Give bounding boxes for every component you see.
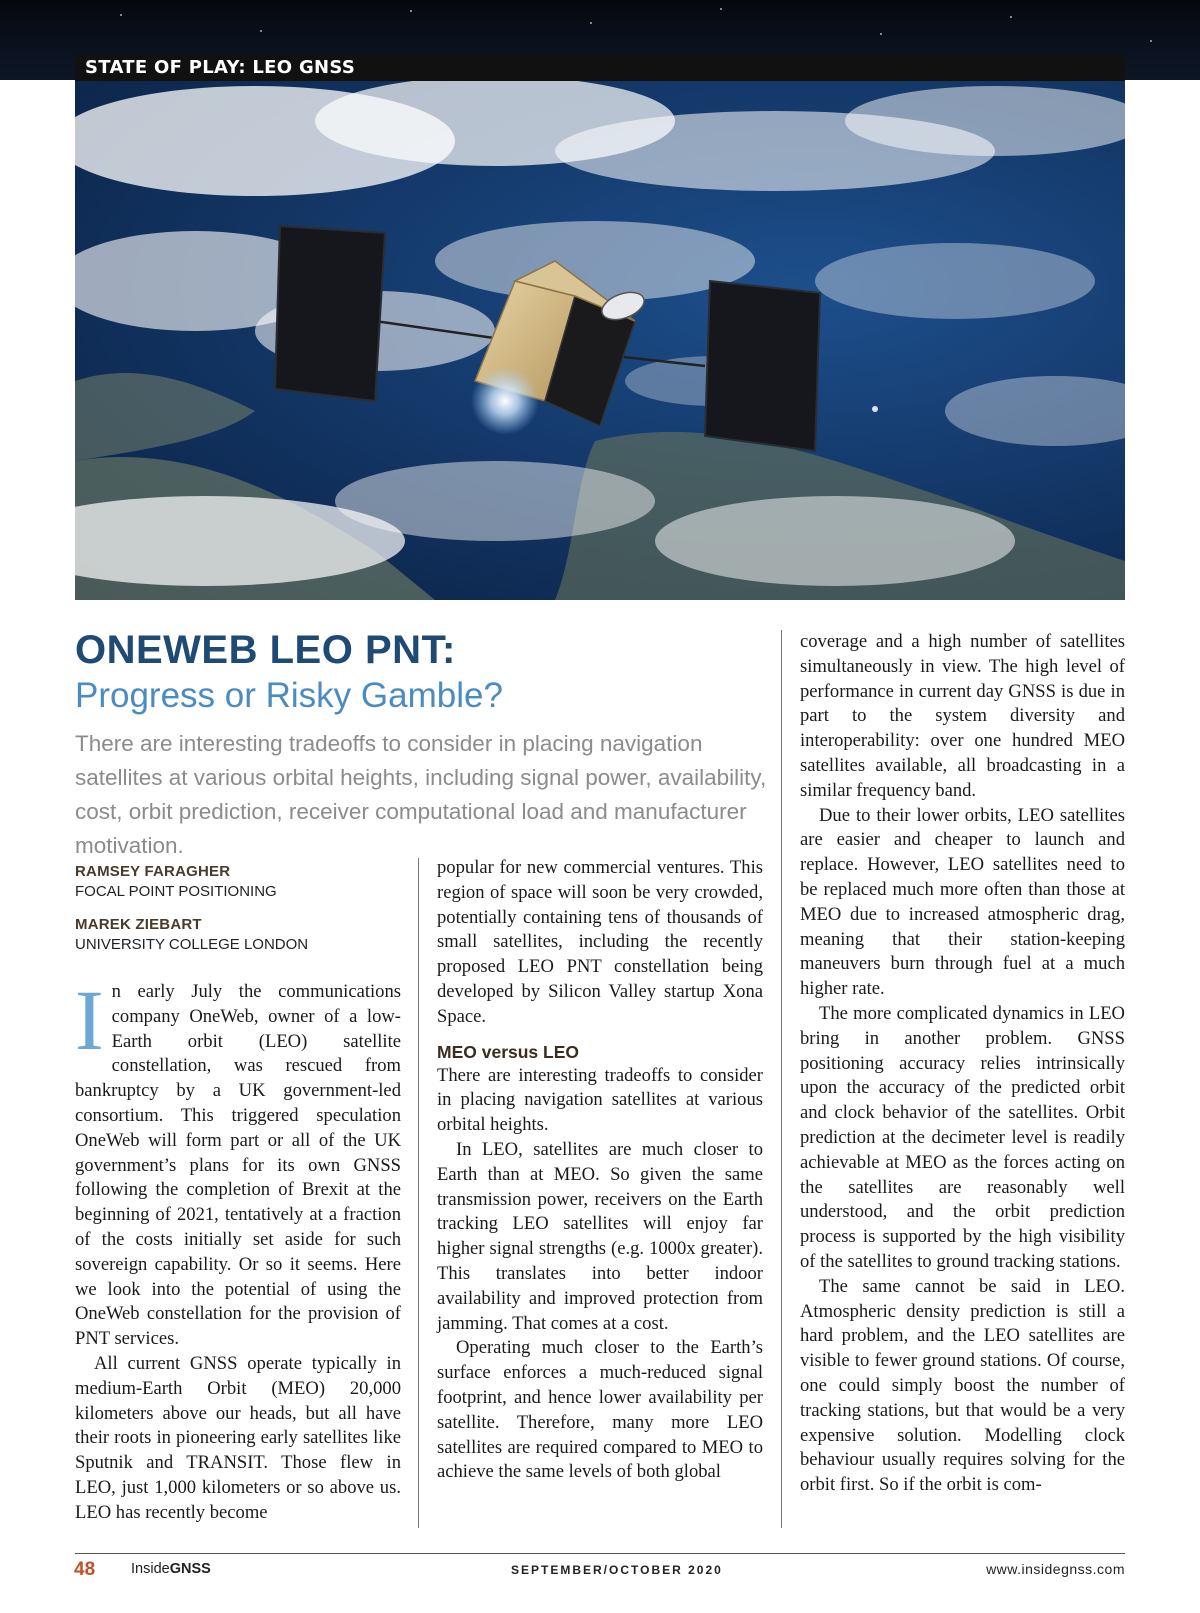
paragraph: Due to their lower orbits, LEO satellites are easier and cheaper to launch and replace. However, LEO satellites need to be replaced much more often than those at MEO due to increased atmospheric drag, meaning that their station-keeping maneuvers burn through fuel at a much higher rate. — [800, 804, 1125, 1000]
section-header — [75, 54, 1125, 81]
author-1 — [75, 862, 277, 902]
paragraph: Operating much closer to the Earth’s surface enforces a much-reduced signal footprint, and hence lower availability per satellite. Therefore, many more LEO satellites are required compared to MEO to achieve the same levels of both global — [437, 1337, 763, 1483]
footer-divider — [75, 1553, 1125, 1554]
author-affiliation: FOCAL POINT POSITIONING — [75, 883, 277, 900]
body-column-1 — [75, 972, 401, 1526]
paragraph: In LEO, satellites are much closer to Earth than at MEO. So given the same transmission power, receivers on the Earth tracking LEO satellites will enjoy far higher signal strengths (e.g. 1000x greater). This translates into better indoor availability and improved protection from jamming. That comes at a cost. — [437, 1138, 763, 1334]
website-url: www.insidegnss.com — [986, 1561, 1125, 1577]
page-number: 48 — [74, 1559, 96, 1580]
author-affiliation: UNIVERSITY COLLEGE LONDON — [75, 936, 309, 953]
publication-name: InsideGNSS — [131, 1561, 211, 1577]
author-name: MAREK ZIEBART — [75, 916, 202, 933]
satellite-image — [75, 81, 1125, 600]
paragraph: The same cannot be said in LEO. Atmospheric density prediction is still a hard problem, and the LEO satellites are visible to fewer ground stations. Of course, one could simply boost the number of tracking stations, but that would be a very expensive solution. Modelling clock behaviour usually requires solving for the orbit first. So if the orbit is com- — [800, 1275, 1125, 1496]
article-subtitle: Progress or Risky Gamble? — [75, 676, 503, 715]
body-column-2 — [437, 856, 763, 1485]
author-2 — [75, 915, 308, 955]
paragraph: The more complicated dynamics in LEO bring in another problem. GNSS positioning accuracy relies intrinsically upon the accuracy of the predicted orbit and clock behavior of the satellites. Orbit prediction at the decimeter level is readily achievable at MEO as the forces acting on the satellites are reasonably well understood, and the orbit prediction process is supported by the high visibility of the satellites to ground tracking stations. — [800, 1002, 1125, 1272]
paragraph: In early July the communications company OneWeb, owner of a low-Earth orbit (LEO) satellite constellation, was rescued from bankruptcy by a UK government-led consortium. This triggered speculation OneWeb will form part or all of the UK government’s plans for its own GNSS following the completion of Brexit at the beginning of 2021, tentatively at a fraction of the costs initially set aside for such sovereign capability. Or so it seems. Here we look into the potential of using the OneWeb constellation for the provision of PNT services. — [75, 972, 401, 1350]
author-name: RAMSEY FARAGHER — [75, 863, 231, 880]
issue-date: SEPTEMBER/OCTOBER 2020 — [511, 1563, 723, 1577]
drop-cap: I — [75, 972, 104, 1068]
column-divider — [418, 858, 419, 1528]
section-label: STATE OF PLAY: — [85, 57, 246, 78]
column-divider — [781, 630, 782, 1528]
paragraph: All current GNSS operate typically in medium-Earth Orbit (MEO) 20,000 kilometers above our heads, but all have their roots in pioneering early satellites like Sputnik and TRANSIT. Those flew in LEO, just 1,000 kilometers or so above us. LEO has recently become — [75, 1352, 401, 1523]
article-deck: There are interesting tradeoffs to consider in placing navigation satellites at various orbital heights, including signal power, availability, cost, orbit prediction, receiver computational load and manufacturer motivation. — [75, 731, 767, 858]
section-sublabel: LEO GNSS — [252, 57, 356, 78]
paragraph: coverage and a high number of satellites simultaneously in view. The high level of performance in current day GNSS is due in part to the system diversity and interoperability: over one hundred MEO satellites available, all broadcasting in a similar frequency band. — [800, 631, 1125, 801]
paragraph: There are interesting tradeoffs to consider in placing navigation satellites at various orbital heights. — [437, 1064, 763, 1136]
article-title: ONEWEB LEO PNT: — [75, 628, 456, 672]
body-column-3 — [800, 630, 1125, 1498]
subheading: MEO versus LEO — [437, 1041, 579, 1062]
paragraph: popular for new commercial ventures. This region of space will soon be very crowded, potentially containing tens of thousands of small satellites, including the recently proposed LEO PNT constellation being developed by Silicon Valley startup Xona Space. — [437, 857, 763, 1027]
